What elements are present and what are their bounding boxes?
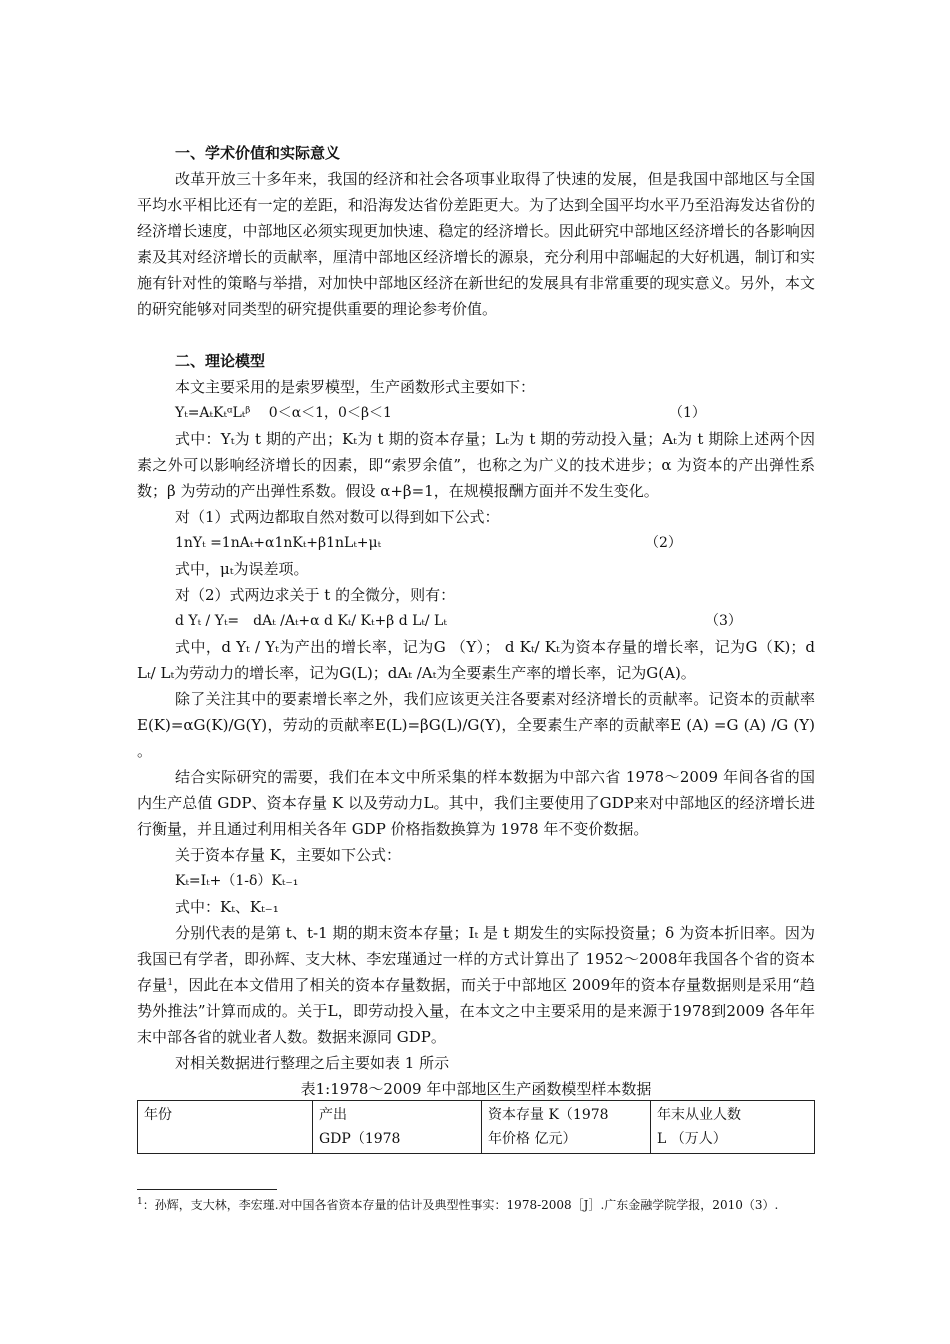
formula-2-number: （2）	[645, 535, 682, 551]
footnote-divider	[137, 1189, 277, 1190]
paragraph-growth-rates: 式中，d Yₜ / Yₜ为产出的增长率，记为G （Y）； d Kₜ/ Kₜ为资本存量的增长率，记为G（K)；d Lₜ/ Lₜ为劳动力的增长率，记为G(L)；dAₜ /Aₜ为全要素生产率的增长率，记为G(A)。	[137, 638, 815, 682]
paragraph-depreciation	[137, 920, 815, 1050]
paper-body	[137, 140, 815, 1154]
formula-3	[175, 608, 815, 634]
formula-2-text: 1nYₜ =1nAₜ+α1nKₜ+β1nLₜ+μₜ	[175, 535, 382, 551]
paragraph-capital: 关于资本存量 K，主要如下公式：	[175, 846, 401, 864]
header-capital: 资本存量 K（1978 年价格 亿元）	[482, 1101, 651, 1154]
paragraph-log: 对（1）式两边都取自然对数可以得到如下公式：	[175, 508, 500, 526]
formula-1-number: （1）	[669, 405, 706, 421]
header-year: 年份	[138, 1101, 313, 1154]
depreciation-text-b: ，因此在本文借用了相关的资本存量数据，而关于中部地区 2009年的资本存量数据则是采用“趋势外推法”计算而成的。关于L，即劳动投入量，在本文之中主要采用的是来源于1978到2009 各年年末中部各省的就业者人数。数据来源同 GDP。	[137, 976, 815, 1046]
paragraph-table-intro: 对相关数据进行整理之后主要如表 1 所示	[175, 1054, 450, 1072]
header-labor: 年末从业人数 L （万人）	[651, 1101, 815, 1154]
formula-3-number: （3）	[705, 613, 742, 629]
footnote-mark: 1	[137, 1197, 143, 1207]
paragraph-data: 结合实际研究的需要，我们在本文中所采集的样本数据为中部六省 1978～2009 年间各省的国内生产总值 GDP、资本存量 K 以及劳动力L。其中，我们主要使用了GDP来对中部地区的经济增长进行衡量，并且通过利用相关各年 GDP 价格指数换算为 1978 年不变价数据。	[137, 768, 815, 838]
formula-1	[175, 400, 815, 426]
formula-1-text: Yₜ=AₜKₜᵅLₜᵝ 0＜α＜1，0＜β＜1	[175, 405, 392, 421]
formula-2	[175, 530, 815, 556]
section-heading-2: 二、理论模型	[175, 352, 266, 370]
footnote-text: ：孙辉，支大林，李宏瑾.对中国各省资本存量的估计及典型性事实：1978-2008［J］.广东金融学院学报，2010（3）.	[142, 1198, 779, 1212]
section-heading-1: 一、学术价值和实际意义	[175, 144, 341, 162]
paragraph-formula-1-explanation: 式中：Yₜ为 t 期的产出；Kₜ为 t 期的资本存量；Lₜ为 t 期的劳动投入量；Aₜ为 t 期除上述两个因素之外可以影响经济增长的因素，即“索罗余值”，也称之为广义的技术进步；α 为资本的产出弹性系数；β 为劳动的产出弹性系数。假设 α+β=1，在规模报酬方面并不发生变化。	[137, 430, 815, 500]
formula-3-text: d Yₜ / Yₜ= dAₜ /Aₜ+α d Kₜ/ Kₜ+β d Lₜ/ Lₜ	[175, 613, 447, 629]
formula-4: Kₜ=Iₜ+（1-δ）Kₜ₋₁	[175, 873, 299, 889]
header-gdp: 产出 GDP（1978	[313, 1101, 482, 1154]
paragraph-error-term: 式中，μₜ为误差项。	[175, 560, 309, 578]
sample-data-table	[137, 1100, 815, 1154]
table-caption: 表1:1978～2009 年中部地区生产函数模型样本数据	[300, 1080, 652, 1098]
paragraph-formula-4-vars: 式中：Kₜ、Kₜ₋₁	[175, 898, 279, 916]
table-header-row	[138, 1101, 815, 1154]
depreciation-text-a: 分别代表的是第 t、t-1 期的期末资本存量；Iₜ 是 t 期发生的实际投资量；δ 为资本折旧率。因为我国已有学者，即孙辉、支大林、李宏瑾通过一样的方式计算出了 1952～2008年我国各个省的资本存量	[137, 924, 815, 994]
paragraph-intro: 本文主要采用的是索罗模型，生产函数形式主要如下：	[175, 378, 536, 396]
paragraph-contribution: 除了关注其中的要素增长率之外，我们应该更关注各要素对经济增长的贡献率。记资本的贡献率E(K)=αG(K)/G(Y)，劳动的贡献率E(L)=βG(L)/G(Y)，全要素生产率的贡献率E (A) =G (A) /G (Y) 。	[137, 690, 815, 760]
paragraph-significance: 改革开放三十多年来，我国的经济和社会各项事业取得了快速的发展，但是我国中部地区与全国平均水平相比还有一定的差距，和沿海发达省份差距更大。为了达到全国平均水平乃至沿海发达省份的经济增长速度，中部地区必须实现更加快速、稳定的经济增长。因此研究中部地区经济增长的各影响因素及其对经济增长的贡献率，厘清中部地区经济增长的源泉，充分利用中部崛起的大好机遇，制订和实施有针对性的策略与举措，对加快中部地区经济在新世纪的发展具有非常重要的现实意义。另外，本文的研究能够对同类型的研究提供重要的理论参考价值。	[137, 170, 815, 318]
paragraph-differential: 对（2）式两边求关于 t 的全微分，则有：	[175, 586, 456, 604]
footnote	[137, 1196, 817, 1214]
footnote-reference[interactable]: 1	[167, 978, 174, 988]
